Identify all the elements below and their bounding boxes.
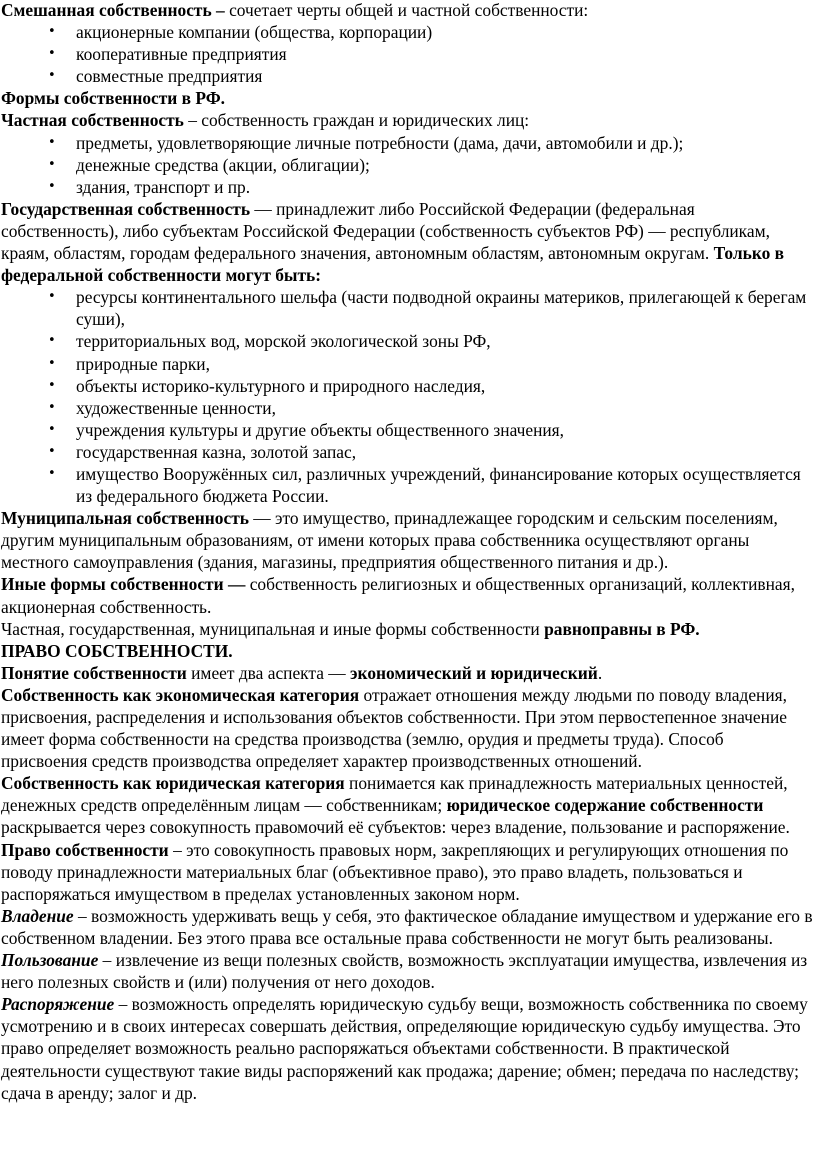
list-item: • территориальных вод, морской экологической зоны РФ, <box>76 330 813 352</box>
legal-category-term: Собственность как юридическая категория <box>1 773 345 794</box>
document-page <box>1 0 813 1104</box>
list-item: • денежные средства (акции, облигации); <box>76 154 813 176</box>
ownership-concept-paragraph: Понятие собственности имеет два аспекта — экономический и юридический. <box>1 662 603 683</box>
list-item: • художественные ценности, <box>76 397 813 419</box>
private-ownership-list <box>1 132 813 198</box>
ownership-right-term: Право собственности <box>1 839 169 860</box>
list-item: • государственная казна, золотой запас, <box>76 441 813 463</box>
municipal-ownership-term: Муниципальная собственность <box>1 508 249 529</box>
list-item: • акционерные компании (общества, корпорации) <box>76 21 813 43</box>
state-ownership-term: Государственная собственность <box>1 198 251 219</box>
legal-category-paragraph <box>1 772 813 838</box>
private-ownership-paragraph <box>1 109 813 131</box>
state-ownership-text: — принадлежит либо Российской Федерации (федеральная собственность), либо субъектам Российской Федерации (собственность субъектов РФ) — республикам, краям, областям, городам федерального значения, автономным областям, автономным округам. <box>1 198 770 264</box>
other-forms-term: Иные формы собственности — <box>1 574 246 595</box>
economic-category-paragraph <box>1 684 813 772</box>
list-item: • здания, транспорт и пр. <box>76 176 813 198</box>
legal-content-term: юридическое содержание собственности <box>446 795 764 816</box>
other-forms-text: собственность религиозных и общественных организаций, коллективная, акционерная собственность. <box>1 574 795 617</box>
disposal-term: Распоряжение <box>1 994 115 1015</box>
equal-forms-text: Частная, государственная, муниципальная и иные формы собственности <box>1 618 545 639</box>
private-ownership-text: – собственность граждан и юридических лиц: <box>183 110 530 131</box>
federal-only-lead: Только в федеральной собственности могут быть: <box>1 243 785 286</box>
private-ownership-term: Частная собственность <box>1 110 184 131</box>
disposal-paragraph <box>1 993 813 1103</box>
mixed-ownership-text: сочетает черты общей и частной собственности: <box>224 0 589 20</box>
ownership-right-heading: ПРАВО СОБСТВЕННОСТИ. <box>1 640 233 661</box>
other-forms-paragraph <box>1 573 813 617</box>
possession-text: – возможность удерживать вещь у себя, это фактическое обладание имуществом и удержание его в собственном владении. Без этого права все остальные права собственности не могут быть реализованы. <box>1 905 813 948</box>
state-ownership-paragraph <box>1 198 813 286</box>
possession-term: Владение <box>1 905 74 926</box>
equal-forms-paragraph <box>1 618 813 640</box>
use-text: – извлечение из вещи полезных свойств, возможность эксплуатации имущества, извлечения из него полезных свойств и (или) получения от него доходов. <box>1 950 808 993</box>
use-paragraph <box>1 949 813 993</box>
federal-ownership-list <box>1 286 813 507</box>
mixed-ownership-list <box>1 21 813 87</box>
ownership-right-paragraph <box>1 839 813 905</box>
ownership-concept-aspects: экономический и юридический <box>350 662 598 683</box>
list-item: • природные парки, <box>76 353 813 375</box>
possession-paragraph <box>1 905 813 949</box>
list-item: • ресурсы континентального шельфа (части подводной окраины материков, прилегающей к берегам суши), <box>76 286 813 330</box>
forms-heading: Формы собственности в РФ. <box>1 88 226 109</box>
mixed-ownership-paragraph <box>1 0 813 21</box>
ownership-right-text: – это совокупность правовых норм, закрепляющих и регулирующих отношения по поводу принадлежности материальных благ (объективное право), это право владеть, пользоваться и распоряжаться имуществом в пределах установленных законом норм. <box>1 839 789 904</box>
economic-category-term: Собственность как экономическая категория <box>1 684 360 705</box>
list-item: • объекты историко-культурного и природного наследия, <box>76 375 813 397</box>
mixed-ownership-term: Смешанная собственность – <box>1 0 225 20</box>
list-item: • учреждения культуры и другие объекты общественного значения, <box>76 419 813 441</box>
legal-category-tail: раскрывается через совокупность правомочий её субъектов: через владение, пользование и распоряжение. <box>1 817 790 838</box>
municipal-ownership-text: — это имущество, принадлежащее городским и сельским поселениям, другим муниципальным образованиям, от имени которых права собственника осуществляют органы местного самоуправления (здания, магазины, предприятия общественного питания и др.). <box>1 508 778 573</box>
legal-category-text: понимается как принадлежность материальных ценностей, денежных средств определённым лицам — собственникам; <box>1 773 788 816</box>
disposal-text: – возможность определять юридическую судьбу вещи, возможность собственника по своему усмотрению и в своих интересах совершать действия, определяющие юридическую судьбу имущества. Это право определяет возможность реально распоряжаться объектами собственности. В практической деятельности существуют такие виды распоряжений как продажа; дарение; обмен; передача по наследству; сдача в аренду; залог и др. <box>1 994 808 1103</box>
economic-category-text: отражает отношения между людьми по поводу владения, присвоения, распределения и использования объектов собственности. При этом первостепенное значение имеет форма собственности на средства производства (землю, орудия и предметы труда). Способ присвоения средств производства определяет характер производственных отношений. <box>1 684 787 772</box>
equal-forms-bold: равноправны в РФ. <box>544 618 700 639</box>
list-item: • кооперативные предприятия <box>76 43 813 65</box>
municipal-ownership-paragraph <box>1 507 813 573</box>
list-item: • имущество Вооружённых сил, различных учреждений, финансирование которых осуществляется из федерального бюджета России. <box>76 463 813 507</box>
use-term: Пользование <box>1 950 99 971</box>
list-item: • предметы, удовлетворяющие личные потребности (дама, дачи, автомобили и др.); <box>76 132 813 154</box>
ownership-concept-text: имеет два аспекта — <box>186 662 351 683</box>
ownership-concept-term: Понятие собственности <box>1 662 187 683</box>
list-item: • совместные предприятия <box>76 65 813 87</box>
